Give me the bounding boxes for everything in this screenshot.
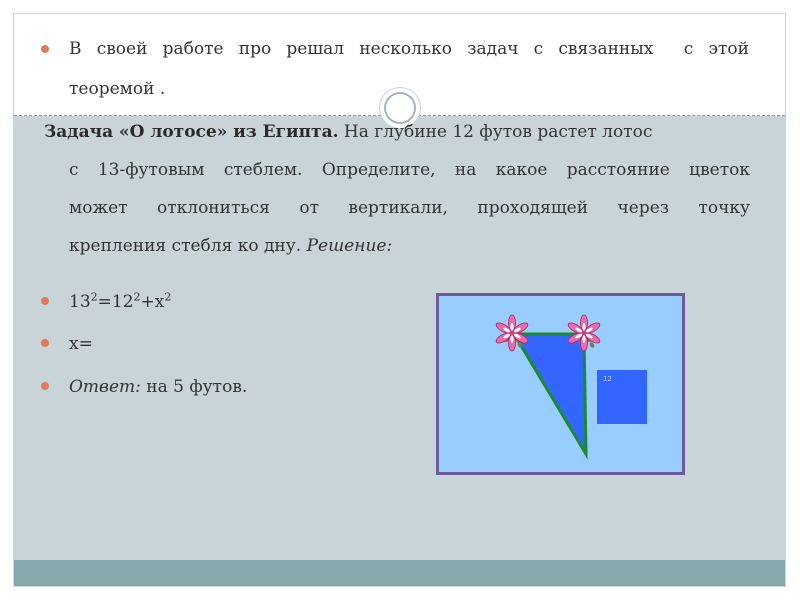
- equation-exponent: 2: [133, 290, 141, 304]
- equation-term-13: 13: [69, 292, 91, 312]
- depth-square-label: 12: [603, 375, 612, 383]
- problem-line-2: с 13-футовым стеблем. Определите, на какое расстояние цветок: [69, 160, 750, 180]
- equation-term-x: +x: [140, 292, 165, 312]
- equation-term-12: =12: [97, 292, 134, 312]
- problem-text-1: На глубине 12 футов растет лотос: [338, 122, 653, 142]
- answer-text: на 5 футов.: [140, 377, 248, 397]
- answer-label: Ответ:: [69, 377, 141, 397]
- bullet-icon: [41, 297, 49, 305]
- answer-line: [69, 371, 247, 403]
- equation-exponent: 2: [164, 290, 172, 304]
- problem-line-4: [69, 230, 750, 262]
- x-line: x=: [69, 334, 93, 354]
- intro-line-1: В своей работе про решал несколько задач с связанных с этой: [69, 39, 749, 59]
- solution-label: Решение:: [306, 236, 393, 256]
- equation-exponent: 2: [90, 290, 98, 304]
- problem-paragraph: [44, 116, 750, 262]
- problem-text-4: крепления стебля ко дну.: [69, 236, 307, 256]
- intro-line-2: теоремой .: [69, 79, 166, 99]
- intro-paragraph: [69, 33, 749, 105]
- problem-title: Задача «О лотосе» из Египта.: [44, 122, 339, 142]
- bottom-band: [14, 560, 785, 586]
- lotus-diagram: [436, 293, 685, 475]
- bullet-icon: [41, 339, 49, 347]
- equation-line: [69, 286, 171, 318]
- problem-line-3: может отклониться от вертикали, проходящей через точку: [69, 198, 750, 218]
- problem-line-1: [44, 116, 750, 148]
- bullet-icon: [41, 45, 49, 53]
- bullet-icon: [41, 382, 49, 390]
